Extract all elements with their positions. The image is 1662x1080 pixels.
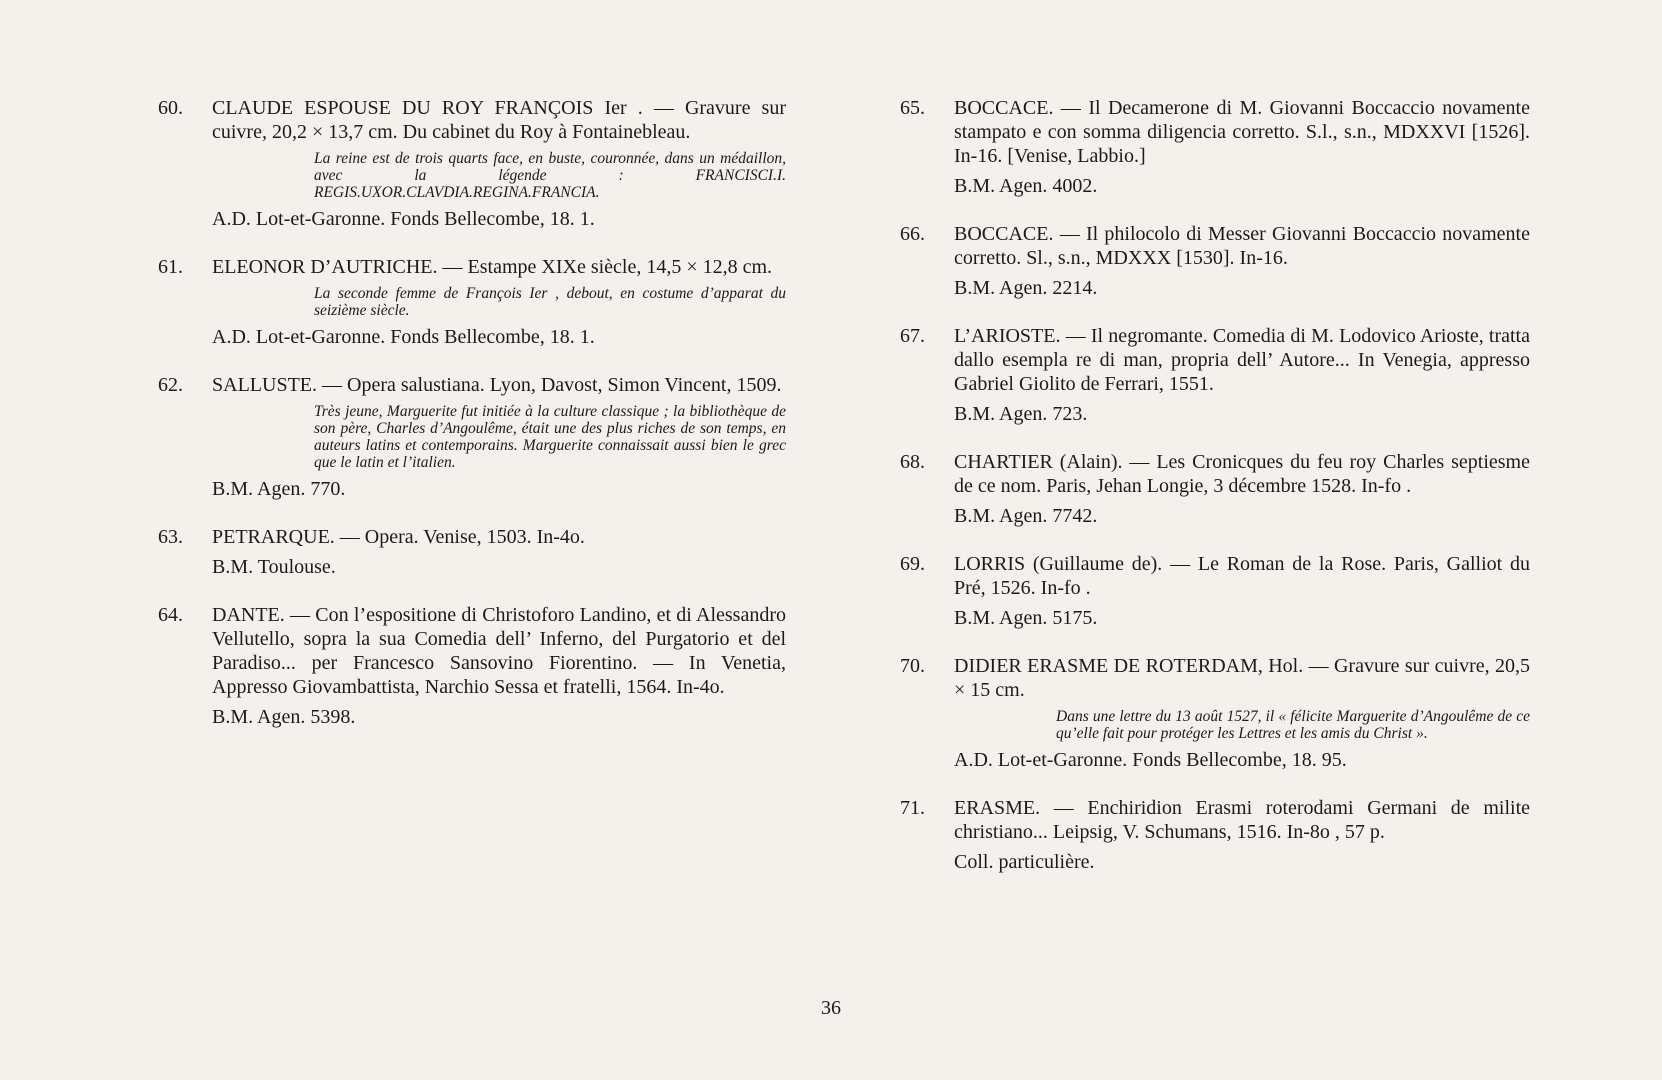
page-number: 36 [821, 997, 841, 1019]
entry-number: 67. [900, 325, 925, 347]
catalogue-entry-62 [158, 373, 786, 501]
catalogue-entry-67 [900, 324, 1530, 426]
catalogue-entry-65 [900, 96, 1530, 198]
entry-heading: BOCCACE. — Il Decamerone di M. Giovanni Boccaccio novamente stampato e con somma diligencia corretto. S.l., s.n., MDXXVI [1526]. In-16. [Venise, Labbio.] [954, 97, 1530, 167]
catalogue-entry-71 [900, 796, 1530, 874]
entry-note: Dans une lettre du 13 août 1527, il « félicite Marguerite d’Angoulême de ce qu’elle fait pour protéger les Lettres et les amis du Christ ». [1056, 708, 1530, 742]
catalogue-entry-64 [158, 603, 786, 729]
entry-number: 68. [900, 451, 925, 473]
entry-heading: DIDIER ERASME DE ROTERDAM, Hol. — Gravure sur cuivre, 20,5 × 15 cm. [954, 655, 1530, 701]
entry-location: B.M. Agen. 723. [954, 403, 1088, 425]
catalogue-entry-63 [158, 525, 786, 579]
entry-location: B.M. Agen. 7742. [954, 505, 1098, 527]
entry-location: A.D. Lot-et-Garonne. Fonds Bellecombe, 18. 1. [212, 326, 595, 348]
entry-location: B.M. Agen. 5398. [212, 706, 356, 728]
entry-location: B.M. Agen. 2214. [954, 277, 1098, 299]
entry-heading: LORRIS (Guillaume de). — Le Roman de la Rose. Paris, Galliot du Pré, 1526. In-fo . [954, 553, 1530, 599]
entry-heading: CLAUDE ESPOUSE DU ROY FRANÇOIS Ier . — Gravure sur cuivre, 20,2 × 13,7 cm. Du cabinet du Roy à Fontainebleau. [212, 97, 786, 143]
entry-heading: SALLUSTE. — Opera salustiana. Lyon, Davost, Simon Vincent, 1509. [212, 374, 782, 396]
entry-note: La seconde femme de François Ier , debout, en costume d’apparat du seizième siècle. [314, 285, 786, 319]
entry-location: B.M. Agen. 770. [212, 478, 346, 500]
entry-location: A.D. Lot-et-Garonne. Fonds Bellecombe, 18. 95. [954, 749, 1347, 771]
entry-location: B.M. Agen. 5175. [954, 607, 1098, 629]
entry-number: 69. [900, 553, 925, 575]
entry-heading: DANTE. — Con l’espositione di Christoforo Landino, et di Alessandro Vellutello, sopra la sua Comedia dell’ Inferno, del Purgatorio et del Paradiso... per Francesco Sansovino Fiorentino. — In Venetia, Appresso Giovambattista, Narchio Sessa et fratelli, 1564. In-4o. [212, 604, 786, 698]
entry-number: 65. [900, 97, 925, 119]
catalogue-entry-66 [900, 222, 1530, 300]
catalogue-entry-60 [158, 96, 786, 231]
entry-location: B.M. Agen. 4002. [954, 175, 1098, 197]
entry-number: 71. [900, 797, 925, 819]
entry-number: 64. [158, 604, 183, 626]
entry-note: La reine est de trois quarts face, en buste, couronnée, dans un médaillon, avec la légende : FRANCISCI.I. REGIS.UXOR.CLAVDIA.REGINA.FRANCIA. [314, 150, 786, 201]
catalogue-entry-61 [158, 255, 786, 349]
entry-heading: ELEONOR D’AUTRICHE. — Estampe XIXe siècle, 14,5 × 12,8 cm. [212, 256, 773, 278]
entry-number: 66. [900, 223, 925, 245]
entry-heading: PETRARQUE. — Opera. Venise, 1503. In-4o. [212, 526, 585, 548]
entry-heading: BOCCACE. — Il philocolo di Messer Giovanni Boccaccio novamente corretto. Sl., s.n., MDXXX [1530]. In-16. [954, 223, 1530, 269]
entry-location: Coll. particulière. [954, 851, 1095, 873]
catalogue-entry-70 [900, 654, 1530, 772]
entry-heading: ERASME. — Enchiridion Erasmi roterodami Germani de milite christiano... Leipsig, V. Schumans, 1516. In-8o , 57 p. [954, 797, 1530, 843]
entry-number: 62. [158, 374, 183, 396]
entry-number: 61. [158, 256, 183, 278]
entry-number: 63. [158, 526, 183, 548]
entry-heading: CHARTIER (Alain). — Les Cronicques du feu roy Charles septiesme de ce nom. Paris, Jehan Longie, 3 décembre 1528. In-fo . [954, 451, 1530, 497]
entry-note: Très jeune, Marguerite fut initiée à la culture classique ; la bibliothèque de son père, Charles d’Angoulême, était une des plus riches de son temps, en auteurs latins et contemporains. Marguerite connaissait aussi bien le grec que le latin et l’italien. [314, 403, 786, 471]
entry-number: 60. [158, 97, 183, 119]
left-column [158, 96, 786, 753]
catalogue-entry-68 [900, 450, 1530, 528]
entry-location: A.D. Lot-et-Garonne. Fonds Bellecombe, 18. 1. [212, 208, 595, 230]
entry-number: 70. [900, 655, 925, 677]
right-column [900, 96, 1530, 898]
entry-location: B.M. Toulouse. [212, 556, 336, 578]
entry-heading: L’ARIOSTE. — Il negromante. Comedia di M. Lodovico Arioste, tratta dallo esempla re di man, propria dell’ Autore... In Venegia, appresso Gabriel Giolito de Ferrari, 1551. [954, 325, 1530, 395]
catalogue-entry-69 [900, 552, 1530, 630]
